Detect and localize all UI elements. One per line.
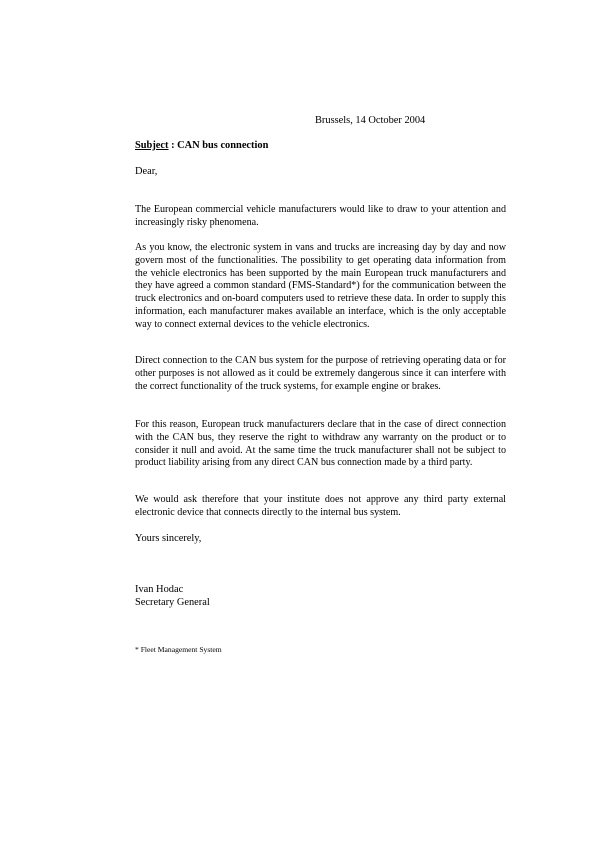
paragraph-direct-connection: Direct connection to the CAN bus system for the purpose of retrieving operating data or for other purposes is not allowed as it could be extremely dangerous since it can interfere with the correct functionality of the truck systems, for example engine or brakes.	[135, 355, 506, 392]
footnote: * Fleet Management System	[135, 645, 222, 654]
letter-salutation: Dear,	[135, 166, 158, 177]
paragraph-warranty: For this reason, European truck manufacturers declare that in the case of direct connection with the CAN bus, they reserve the right to withdraw any warranty on the product or to consider it null and avoid. At the same time the truck manufacturer shall not be subject to product liability arising from any direct CAN bus connection made by a third party.	[135, 419, 506, 469]
letter-date: Brussels, 14 October 2004	[315, 115, 426, 126]
letter-closing: Yours sincerely,	[135, 533, 202, 544]
subject-separator: :	[168, 140, 178, 151]
signatory-name: Ivan Hodac	[135, 584, 184, 595]
letter-subject	[135, 140, 268, 151]
signatory-title: Secretary General	[135, 597, 210, 608]
paragraph-intro: The European commercial vehicle manufacturers would like to draw to your attention and increasingly risky phenomena.	[135, 204, 506, 228]
subject-key: Subject	[135, 140, 169, 151]
subject-value: CAN bus connection	[177, 140, 269, 151]
paragraph-request: We would ask therefore that your institute does not approve any third party external electronic device that connects directly to the internal bus system.	[135, 494, 506, 518]
paragraph-fms-standard: As you know, the electronic system in vans and trucks are increasing day by day and now govern most of the functionalities. The possibility to get operating data information from the vehicle electronics has been supported by the main European truck manufacturers and they have agreed a common standard (FMS-Standard*) for the communication between the truck electronics and on-board computers used to retrieve these data. In order to supply this information, each manufacturer makes available an interface, which is the only acceptable way to connect external devices to the vehicle electronics.	[135, 242, 506, 330]
signature-block	[135, 583, 210, 609]
